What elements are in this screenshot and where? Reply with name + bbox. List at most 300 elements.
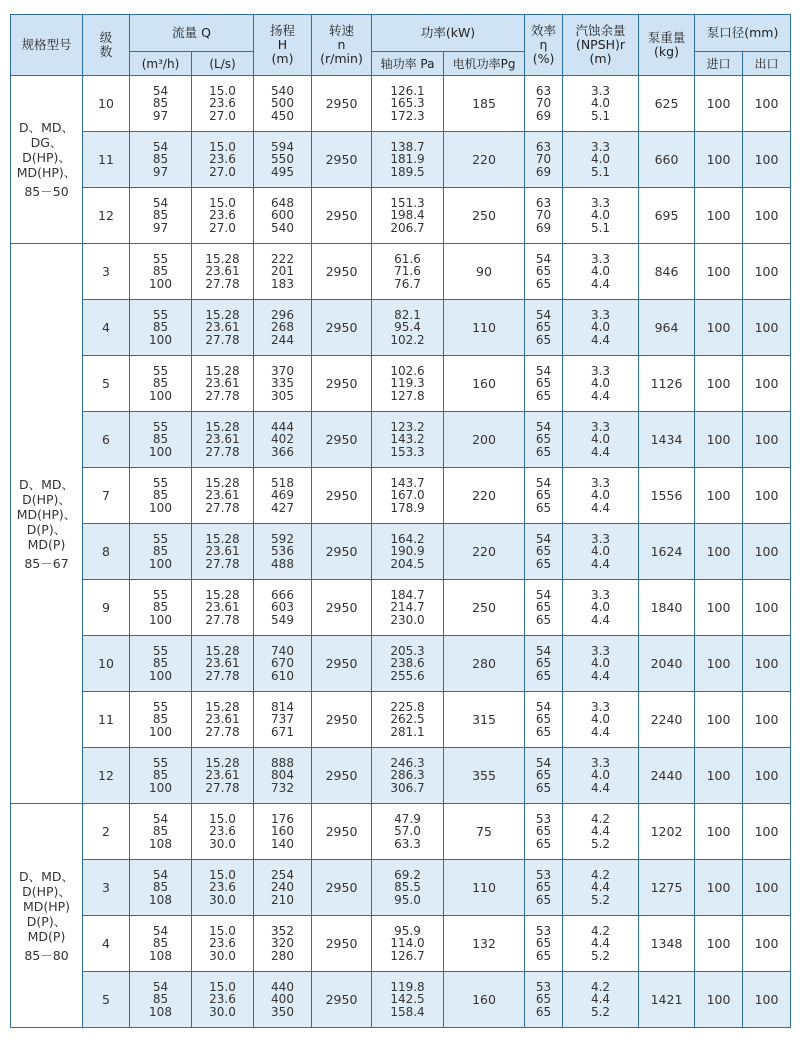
efficiency-cell	[525, 972, 563, 1028]
npsh-cell-value: 3.3	[590, 700, 611, 715]
npsh-cell-value: 3.3	[590, 644, 611, 659]
head-cell	[254, 972, 312, 1028]
npsh-cell-value: 5.1	[590, 220, 611, 235]
model-cell	[11, 244, 83, 804]
npsh-cell-value: 3.3	[590, 532, 611, 547]
efficiency-cell-value: 54	[535, 756, 552, 771]
shaft-power-cell-value: 123.2	[390, 420, 425, 435]
weight-cell: 846	[639, 244, 695, 300]
flow-m3h-cell-value: 55	[152, 532, 169, 547]
flow-m3h-cell-value: 108	[149, 892, 172, 907]
efficiency-cell-value: 65	[535, 768, 552, 783]
shaft-power-cell-value: 190.9	[390, 544, 425, 559]
efficiency-cell-value: 70	[535, 208, 552, 223]
npsh-cell-value: 4.4	[590, 388, 611, 403]
head-cell-value: 444	[271, 420, 294, 435]
efficiency-cell-value: 65	[535, 936, 552, 951]
efficiency-cell-value: 65	[535, 332, 552, 347]
flow-m3h-cell-value: 54	[152, 924, 169, 939]
shaft-power-cell-value: 246.3	[390, 756, 425, 771]
flow-m3h-cell-value: 55	[152, 476, 169, 491]
model-line: D(HP)、	[22, 150, 71, 165]
flow-m3h-cell-value: 54	[152, 868, 169, 883]
npsh-cell-value: 4.2	[590, 868, 611, 883]
flow-ls-cell	[192, 748, 254, 804]
inlet-cell: 100	[695, 412, 743, 468]
flow-m3h-cell	[130, 580, 192, 636]
head-cell-value: 671	[271, 724, 294, 739]
flow-m3h-cell	[130, 692, 192, 748]
flow-ls-cell	[192, 860, 254, 916]
flow-ls-cell-value: 23.61	[205, 656, 240, 671]
speed-cell: 2950	[312, 76, 372, 132]
flow-m3h-cell-value: 85	[152, 96, 169, 111]
flow-m3h-cell-value: 100	[149, 556, 172, 571]
shaft-power-cell-value: 63.3	[394, 836, 421, 851]
weight-cell: 1275	[639, 860, 695, 916]
motor-power-cell: 160	[444, 972, 525, 1028]
shaft-power-cell-value: 76.7	[394, 276, 421, 291]
flow-ls-cell	[192, 244, 254, 300]
npsh-cell	[563, 748, 639, 804]
table-header	[11, 15, 791, 76]
flow-ls-cell-value: 30.0	[209, 1004, 236, 1019]
flow-m3h-cell-value: 97	[152, 220, 169, 235]
header-flow-m3h: (m³/h)	[130, 52, 192, 76]
shaft-power-cell	[372, 524, 444, 580]
flow-m3h-cell-value: 55	[152, 588, 169, 603]
head-cell-value: 550	[271, 152, 294, 167]
efficiency-cell	[525, 916, 563, 972]
shaft-power-cell-value: 143.7	[390, 476, 425, 491]
flow-ls-cell-value: 27.0	[209, 108, 236, 123]
table-row	[11, 580, 791, 636]
shaft-power-cell	[372, 692, 444, 748]
flow-m3h-cell	[130, 244, 192, 300]
npsh-cell	[563, 468, 639, 524]
header-motor-power: 电机功率Pg	[444, 52, 525, 76]
npsh-cell-value: 5.2	[590, 948, 611, 963]
table-row	[11, 76, 791, 132]
npsh-cell-value: 3.3	[590, 252, 611, 267]
head-cell-value: 540	[271, 84, 294, 99]
flow-ls-cell-value: 15.28	[205, 700, 240, 715]
head-cell-value: 737	[271, 712, 294, 727]
header-stages: 级 数	[83, 15, 130, 76]
flow-m3h-cell-value: 85	[152, 264, 169, 279]
table-row	[11, 188, 791, 244]
flow-m3h-cell-value: 55	[152, 644, 169, 659]
head-cell	[254, 916, 312, 972]
table-row	[11, 860, 791, 916]
head-cell	[254, 76, 312, 132]
npsh-cell	[563, 356, 639, 412]
shaft-power-cell	[372, 468, 444, 524]
shaft-power-cell-value: 71.6	[394, 264, 421, 279]
speed-cell: 2950	[312, 356, 372, 412]
npsh-cell-value: 4.4	[590, 612, 611, 627]
shaft-power-cell-value: 57.0	[394, 824, 421, 839]
model-code: 85－67	[24, 555, 69, 571]
table-row	[11, 916, 791, 972]
header-power: 功率(kW)	[372, 15, 525, 52]
shaft-power-cell-value: 205.3	[390, 644, 425, 659]
flow-m3h-cell-value: 55	[152, 252, 169, 267]
stages-cell: 3	[83, 244, 130, 300]
outlet-cell: 100	[743, 132, 791, 188]
motor-power-cell: 90	[444, 244, 525, 300]
efficiency-cell-value: 54	[535, 588, 552, 603]
inlet-cell: 100	[695, 972, 743, 1028]
pump-spec-table	[10, 14, 791, 1028]
npsh-cell-value: 5.1	[590, 108, 611, 123]
shaft-power-cell-value: 204.5	[390, 556, 425, 571]
head-cell-value: 366	[271, 444, 294, 459]
head-cell-value: 740	[271, 644, 294, 659]
weight-cell: 1624	[639, 524, 695, 580]
weight-cell: 2240	[639, 692, 695, 748]
npsh-cell-value: 5.2	[590, 836, 611, 851]
npsh-cell	[563, 860, 639, 916]
speed-cell: 2950	[312, 860, 372, 916]
npsh-cell-value: 5.1	[590, 164, 611, 179]
motor-power-cell: 110	[444, 300, 525, 356]
flow-ls-cell-value: 23.6	[209, 880, 236, 895]
motor-power-cell: 185	[444, 76, 525, 132]
flow-m3h-cell-value: 54	[152, 980, 169, 995]
efficiency-cell-value: 63	[535, 140, 552, 155]
stages-cell: 4	[83, 300, 130, 356]
model-line: MD(HP)、	[16, 506, 77, 522]
npsh-cell-value: 4.4	[590, 444, 611, 459]
stages-cell: 6	[83, 412, 130, 468]
motor-power-cell: 110	[444, 860, 525, 916]
efficiency-cell-value: 65	[535, 992, 552, 1007]
outlet-cell: 100	[743, 188, 791, 244]
motor-power-cell: 355	[444, 748, 525, 804]
inlet-cell: 100	[695, 356, 743, 412]
motor-power-cell: 220	[444, 524, 525, 580]
shaft-power-cell	[372, 300, 444, 356]
efficiency-cell-value: 65	[535, 656, 552, 671]
shaft-power-cell-value: 95.9	[394, 924, 421, 939]
head-cell	[254, 748, 312, 804]
stages-cell: 5	[83, 356, 130, 412]
head-cell-value: 370	[271, 364, 294, 379]
weight-cell: 1348	[639, 916, 695, 972]
weight-cell: 2040	[639, 636, 695, 692]
flow-ls-cell-value: 30.0	[209, 836, 236, 851]
shaft-power-cell-value: 153.3	[390, 444, 425, 459]
flow-ls-cell-value: 30.0	[209, 892, 236, 907]
shaft-power-cell-value: 119.3	[390, 376, 425, 391]
speed-cell: 2950	[312, 916, 372, 972]
model-line: D(P)、	[26, 913, 67, 929]
npsh-cell-value: 4.4	[590, 780, 611, 795]
head-cell-value: 600	[271, 208, 294, 223]
head-cell-value: 603	[271, 600, 294, 615]
inlet-cell: 100	[695, 188, 743, 244]
head-cell-value: 549	[271, 612, 294, 627]
model-cell	[11, 804, 83, 1028]
outlet-cell: 100	[743, 692, 791, 748]
head-cell-value: 732	[271, 780, 294, 795]
flow-ls-cell-value: 15.28	[205, 308, 240, 323]
shaft-power-cell	[372, 132, 444, 188]
head-cell-value: 183	[271, 276, 294, 291]
shaft-power-cell	[372, 580, 444, 636]
shaft-power-cell-value: 198.4	[390, 208, 425, 223]
pump-spec-table-container	[10, 14, 790, 1028]
shaft-power-cell-value: 158.4	[390, 1004, 425, 1019]
efficiency-cell-value: 54	[535, 364, 552, 379]
npsh-cell	[563, 804, 639, 860]
flow-m3h-cell-value: 100	[149, 668, 172, 683]
head-cell	[254, 188, 312, 244]
head-cell-value: 670	[271, 656, 294, 671]
efficiency-cell-value: 65	[535, 824, 552, 839]
efficiency-cell	[525, 244, 563, 300]
flow-m3h-cell	[130, 300, 192, 356]
shaft-power-cell-value: 281.1	[390, 724, 425, 739]
flow-m3h-cell-value: 85	[152, 376, 169, 391]
flow-ls-cell-value: 15.28	[205, 252, 240, 267]
flow-ls-cell-value: 23.61	[205, 712, 240, 727]
head-cell-value: 666	[271, 588, 294, 603]
speed-cell: 2950	[312, 580, 372, 636]
head-cell-value: 210	[271, 892, 294, 907]
table-row	[11, 132, 791, 188]
flow-ls-cell-value: 15.0	[209, 84, 236, 99]
flow-m3h-cell-value: 55	[152, 756, 169, 771]
flow-ls-cell-value: 15.0	[209, 924, 236, 939]
efficiency-cell-value: 70	[535, 152, 552, 167]
shaft-power-cell-value: 127.8	[390, 388, 425, 403]
flow-ls-cell-value: 23.6	[209, 992, 236, 1007]
head-cell-value: 222	[271, 252, 294, 267]
speed-cell: 2950	[312, 300, 372, 356]
efficiency-cell-value: 65	[535, 276, 552, 291]
npsh-cell-value: 4.0	[590, 152, 611, 167]
npsh-cell-value: 4.0	[590, 656, 611, 671]
efficiency-cell-value: 65	[535, 432, 552, 447]
head-cell	[254, 244, 312, 300]
flow-ls-cell-value: 23.61	[205, 264, 240, 279]
flow-ls-cell-value: 15.0	[209, 980, 236, 995]
efficiency-cell	[525, 356, 563, 412]
outlet-cell: 100	[743, 524, 791, 580]
npsh-cell-value: 4.4	[590, 668, 611, 683]
outlet-cell: 100	[743, 636, 791, 692]
table-row	[11, 692, 791, 748]
flow-m3h-cell-value: 55	[152, 420, 169, 435]
shaft-power-cell-value: 165.3	[390, 96, 425, 111]
flow-m3h-cell	[130, 916, 192, 972]
efficiency-cell-value: 69	[535, 220, 552, 235]
flow-m3h-cell-value: 85	[152, 152, 169, 167]
npsh-cell-value: 4.4	[590, 880, 611, 895]
efficiency-cell-value: 70	[535, 96, 552, 111]
efficiency-cell	[525, 860, 563, 916]
table-row	[11, 636, 791, 692]
model-line: D(HP)、	[22, 883, 71, 899]
flow-m3h-cell-value: 85	[152, 320, 169, 335]
stages-cell: 2	[83, 804, 130, 860]
motor-power-cell: 250	[444, 188, 525, 244]
head-cell-value: 244	[271, 332, 294, 347]
flow-ls-cell-value: 27.78	[205, 612, 240, 627]
flow-m3h-cell-value: 85	[152, 936, 169, 951]
head-cell	[254, 132, 312, 188]
flow-ls-cell-value: 30.0	[209, 948, 236, 963]
shaft-power-cell-value: 142.5	[390, 992, 425, 1007]
flow-m3h-cell-value: 85	[152, 600, 169, 615]
shaft-power-cell-value: 126.1	[390, 84, 425, 99]
flow-ls-cell	[192, 580, 254, 636]
npsh-cell	[563, 412, 639, 468]
flow-ls-cell-value: 15.28	[205, 756, 240, 771]
flow-m3h-cell-value: 100	[149, 276, 172, 291]
shaft-power-cell-value: 238.6	[390, 656, 425, 671]
head-cell-value: 140	[271, 836, 294, 851]
outlet-cell: 100	[743, 916, 791, 972]
motor-power-cell: 75	[444, 804, 525, 860]
inlet-cell: 100	[695, 860, 743, 916]
npsh-cell-value: 4.0	[590, 208, 611, 223]
shaft-power-cell-value: 143.2	[390, 432, 425, 447]
flow-ls-cell	[192, 412, 254, 468]
flow-m3h-cell-value: 55	[152, 308, 169, 323]
flow-m3h-cell-value: 97	[152, 164, 169, 179]
flow-ls-cell-value: 23.6	[209, 152, 236, 167]
flow-ls-cell	[192, 132, 254, 188]
efficiency-cell-value: 65	[535, 444, 552, 459]
inlet-cell: 100	[695, 300, 743, 356]
head-cell-value: 814	[271, 700, 294, 715]
table-row	[11, 748, 791, 804]
flow-ls-cell-value: 23.6	[209, 208, 236, 223]
head-cell-value: 500	[271, 96, 294, 111]
model-line: D、MD、	[18, 868, 75, 884]
flow-m3h-cell-value: 100	[149, 388, 172, 403]
flow-ls-cell-value: 27.78	[205, 276, 240, 291]
shaft-power-cell	[372, 412, 444, 468]
flow-ls-cell-value: 15.0	[209, 140, 236, 155]
efficiency-cell-value: 65	[535, 668, 552, 683]
flow-m3h-cell-value: 85	[152, 768, 169, 783]
weight-cell: 1421	[639, 972, 695, 1028]
motor-power-cell: 220	[444, 132, 525, 188]
table-row	[11, 468, 791, 524]
npsh-cell-value: 4.4	[590, 276, 611, 291]
efficiency-cell-value: 65	[535, 880, 552, 895]
head-cell-value: 536	[271, 544, 294, 559]
flow-m3h-cell-value: 85	[152, 824, 169, 839]
flow-m3h-cell-value: 97	[152, 108, 169, 123]
npsh-cell-value: 4.0	[590, 712, 611, 727]
head-cell	[254, 692, 312, 748]
shaft-power-cell-value: 95.4	[394, 320, 421, 335]
head-cell	[254, 356, 312, 412]
model-line: MD(HP)	[22, 898, 71, 914]
head-cell-value: 450	[271, 108, 294, 123]
flow-ls-cell	[192, 692, 254, 748]
shaft-power-cell-value: 167.0	[390, 488, 425, 503]
npsh-cell-value: 5.2	[590, 892, 611, 907]
inlet-cell: 100	[695, 132, 743, 188]
inlet-cell: 100	[695, 244, 743, 300]
shaft-power-cell-value: 85.5	[394, 880, 421, 895]
efficiency-cell-value: 65	[535, 488, 552, 503]
stages-cell: 11	[83, 132, 130, 188]
efficiency-cell-value: 54	[535, 476, 552, 491]
inlet-cell: 100	[695, 76, 743, 132]
outlet-cell: 100	[743, 76, 791, 132]
npsh-cell	[563, 244, 639, 300]
speed-cell: 2950	[312, 132, 372, 188]
npsh-cell	[563, 692, 639, 748]
efficiency-cell	[525, 300, 563, 356]
efficiency-cell	[525, 804, 563, 860]
efficiency-cell-value: 65	[535, 724, 552, 739]
flow-ls-cell	[192, 300, 254, 356]
head-cell	[254, 804, 312, 860]
npsh-cell	[563, 132, 639, 188]
flow-ls-cell	[192, 468, 254, 524]
flow-ls-cell-value: 15.28	[205, 588, 240, 603]
shaft-power-cell-value: 172.3	[390, 108, 425, 123]
shaft-power-cell-value: 225.8	[390, 700, 425, 715]
outlet-cell: 100	[743, 468, 791, 524]
shaft-power-cell-value: 184.7	[390, 588, 425, 603]
motor-power-cell: 200	[444, 412, 525, 468]
shaft-power-cell-value: 47.9	[394, 812, 421, 827]
header-speed: 转速 n (r/min)	[312, 15, 372, 76]
flow-m3h-cell	[130, 748, 192, 804]
efficiency-cell-value: 63	[535, 84, 552, 99]
flow-ls-cell-value: 15.0	[209, 868, 236, 883]
shaft-power-cell-value: 189.5	[390, 164, 425, 179]
flow-ls-cell-value: 27.0	[209, 220, 236, 235]
shaft-power-cell-value: 214.7	[390, 600, 425, 615]
weight-cell: 2440	[639, 748, 695, 804]
flow-m3h-cell	[130, 636, 192, 692]
efficiency-cell	[525, 692, 563, 748]
efficiency-cell-value: 54	[535, 700, 552, 715]
flow-ls-cell-value: 23.61	[205, 376, 240, 391]
head-cell-value: 440	[271, 980, 294, 995]
efficiency-cell-value: 65	[535, 612, 552, 627]
npsh-cell-value: 3.3	[590, 84, 611, 99]
model-line: MD(P)	[27, 536, 66, 552]
shaft-power-cell	[372, 636, 444, 692]
speed-cell: 2950	[312, 692, 372, 748]
efficiency-cell-value: 53	[535, 812, 552, 827]
speed-cell: 2950	[312, 188, 372, 244]
shaft-power-cell	[372, 804, 444, 860]
npsh-cell	[563, 916, 639, 972]
npsh-cell-value: 4.0	[590, 768, 611, 783]
table-body	[11, 76, 791, 1028]
flow-ls-cell	[192, 356, 254, 412]
shaft-power-cell-value: 119.8	[390, 980, 425, 995]
npsh-cell-value: 4.4	[590, 332, 611, 347]
stages-cell: 3	[83, 860, 130, 916]
efficiency-cell-value: 65	[535, 264, 552, 279]
inlet-cell: 100	[695, 804, 743, 860]
weight-cell: 1202	[639, 804, 695, 860]
header-model: 规格型号	[11, 15, 83, 76]
